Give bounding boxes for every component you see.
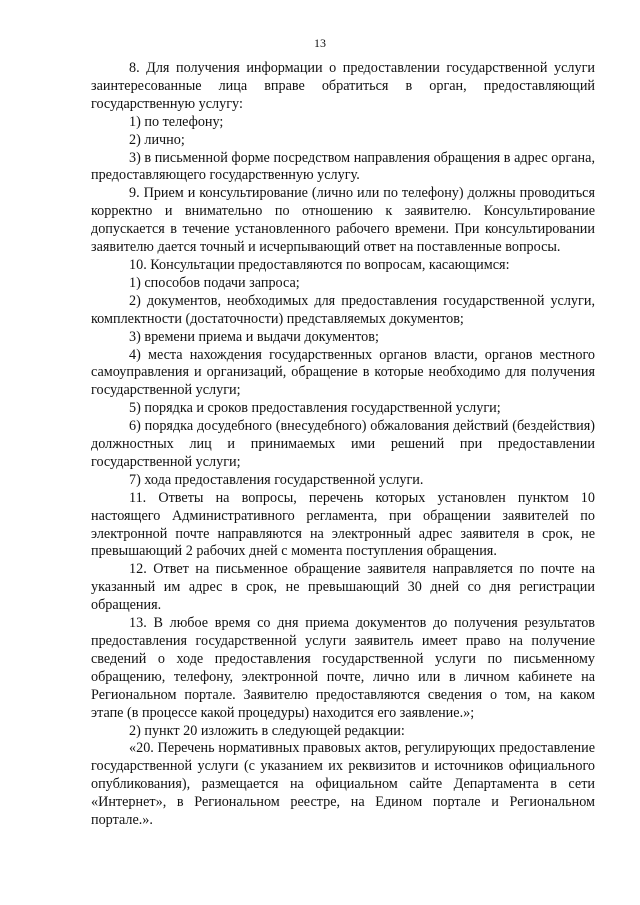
paragraph: 2) лично; — [129, 131, 185, 148]
paragraph: 7) хода предоставления государственной услуги. — [129, 471, 424, 488]
paragraph: 10. Консультации предоставляются по вопросам, касающимся: — [129, 256, 510, 273]
paragraph: 3) времени приема и выдачи документов; — [129, 328, 379, 345]
document-body — [91, 60, 595, 830]
paragraph: 11. Ответы на вопросы, перечень которых установлен пунктом 10 настоящего Административного регламента, при обращении заявителей по электронной почте направляются на электронный адрес заявителя в срок, не превышающий 2 рабочих дней с момента поступления обращения. — [91, 489, 595, 560]
paragraph: 4) места нахождения государственных органов власти, органов местного самоуправления и организаций, обращение в которые необходимо для получения государственной услуги; — [91, 346, 595, 399]
paragraph: 12. Ответ на письменное обращение заявителя направляется по почте на указанный им адрес в срок, не превышающий 30 дней со дня регистрации обращения. — [91, 561, 595, 614]
paragraph: 8. Для получения информации о предоставлении государственной услуги заинтересованные лица вправе обратиться в орган, предоставляющий государственную услугу: — [91, 60, 595, 112]
page-number: 13 — [314, 36, 326, 50]
paragraph: 6) порядка досудебного (внесудебного) обжалования действий (бездействия) должностных лиц и принимаемых ими решений при предоставлении государственной услуги; — [91, 418, 595, 470]
paragraph: «20. Перечень нормативных правовых актов, регулирующих предоставление государственной услуги (с указанием их реквизитов и источников официального опубликования), размещается на официальном сайте Департамента в сети «Интернет», в Региональном реестре, на Едином портале и Региональном портале.». — [91, 740, 595, 829]
paragraph: 13. В любое время со дня приема документов до получения результатов предоставления государственной услуги заявитель имеет право на получение сведений о ходе предоставления государственной услуги по письменному обращению, телефону, электронной почте, лично или в личном кабинете на Региональном портале. Заявителю предоставляются сведения о том, на каком этапе (в процессе какой процедуры) находится его заявление.»; — [91, 615, 595, 721]
paragraph: 1) способов подачи запроса; — [129, 274, 300, 291]
paragraph: 2) документов, необходимых для предоставления государственной услуги, комплектности (достаточности) представляемых документов; — [91, 292, 595, 327]
paragraph: 9. Прием и консультирование (лично или по телефону) должны проводиться корректно и внимательно по отношению к заявителю. Консультирование допускается в течение установленного рабочего времени. При консультировании заявителю дается точный и исчерпывающий ответ на поставленные вопросы. — [91, 185, 595, 256]
paragraph: 1) по телефону; — [129, 113, 224, 130]
paragraph: 5) порядка и сроков предоставления государственной услуги; — [129, 400, 501, 417]
paragraph: 2) пункт 20 изложить в следующей редакции: — [129, 722, 405, 739]
paragraph: 3) в письменной форме посредством направления обращения в адрес органа, предоставляющего государственную услугу. — [91, 149, 595, 184]
